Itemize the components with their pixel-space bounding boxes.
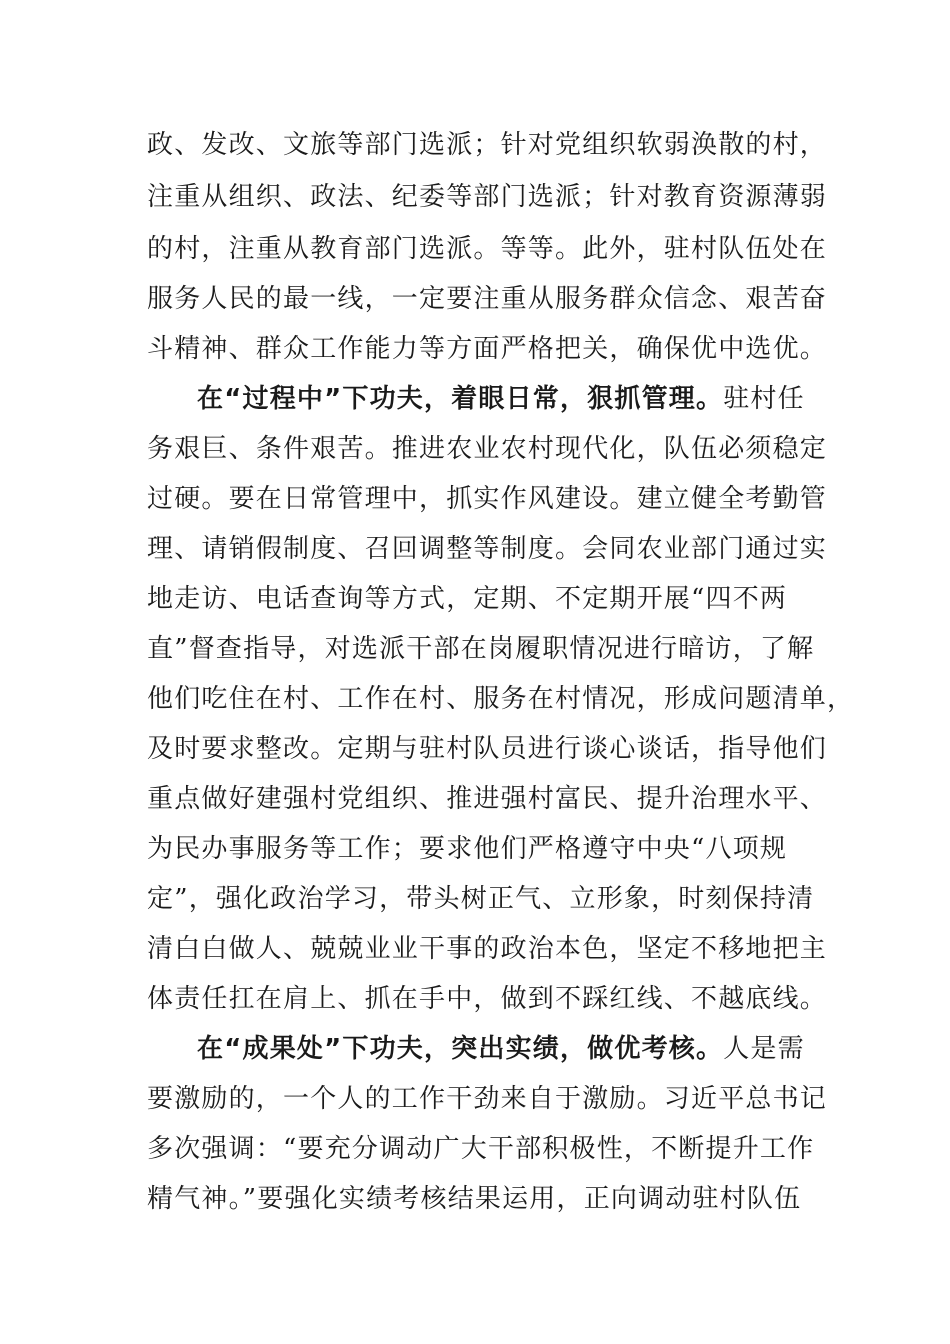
text-line (147, 724, 947, 774)
text-line (147, 524, 947, 574)
text-line (147, 120, 947, 170)
text-line (147, 624, 947, 674)
line-text: 驻村任 (723, 384, 805, 414)
line-text: 政、发改、文旅等部门选派；针对党组织软弱涣散的村， (147, 130, 828, 160)
line-text: 人是需 (723, 1034, 805, 1064)
section-heading: 在“过程中”下功夫，着眼日常，狠抓管理。 (197, 384, 724, 414)
line-text: 要激励的，一个人的工作干劲来自于激励。习近平总书记 (147, 1084, 828, 1114)
line-text: 为民办事服务等工作；要求他们严格遵守中央“八项规 (147, 834, 788, 864)
text-line (147, 574, 947, 624)
text-line (147, 774, 947, 824)
line-text: 的村，注重从教育部门选派。等等。此外，驻村队伍处在 (147, 234, 828, 264)
text-line (147, 274, 947, 324)
line-text: 务艰巨、条件艰苦。推进农业农村现代化，队伍必须稳定 (147, 434, 828, 464)
text-line (147, 974, 947, 1024)
text-line (147, 474, 947, 524)
line-text: 重点做好建强村党组织、推进强村富民、提升治理水平、 (147, 784, 828, 814)
text-line (147, 1074, 947, 1124)
line-text: 过硬。要在日常管理中，抓实作风建设。建立健全考勤管 (147, 484, 828, 514)
line-text: 地走访、电话查询等方式，定期、不定期开展“四不两 (147, 584, 788, 614)
line-text: 定”，强化政治学习，带头树正气、立形象，时刻保持清 (147, 884, 815, 914)
line-text: 理、请销假制度、召回调整等制度。会同农业部门通过实 (147, 534, 828, 564)
text-line (147, 324, 947, 374)
line-text: 体责任扛在肩上、抓在手中，做到不踩红线、不越底线。 (147, 984, 828, 1014)
section-heading: 在“成果处”下功夫，突出实绩，做优考核。 (197, 1034, 724, 1064)
text-line (147, 1174, 947, 1224)
line-text: 服务人民的最一线，一定要注重从服务群众信念、艰苦奋 (147, 284, 828, 314)
text-line (147, 172, 947, 222)
line-text: 直”督查指导，对选派干部在岗履职情况进行暗访，了解 (147, 634, 815, 664)
text-line (197, 374, 950, 424)
text-line (147, 224, 947, 274)
line-text: 及时要求整改。定期与驻村队员进行谈心谈话，指导他们 (147, 734, 828, 764)
text-line (147, 674, 947, 724)
line-text: 清白白做人、兢兢业业干事的政治本色，坚定不移地把主 (147, 934, 828, 964)
text-line (147, 824, 947, 874)
text-line (147, 874, 947, 924)
line-text: 多次强调：“要充分调动广大干部积极性，不断提升工作 (147, 1134, 815, 1164)
line-text: 斗精神、群众工作能力等方面严格把关，确保优中选优。 (147, 334, 828, 364)
text-line (147, 1124, 947, 1174)
line-text: 精气神。”要强化实绩考核结果运用，正向调动驻村队伍 (147, 1184, 802, 1214)
line-text: 他们吃住在村、工作在村、服务在村情况，形成问题清单， (147, 684, 855, 714)
line-text: 注重从组织、政法、纪委等部门选派；针对教育资源薄弱 (147, 182, 828, 212)
text-line (197, 1024, 950, 1074)
text-line (147, 424, 947, 474)
text-line (147, 924, 947, 974)
